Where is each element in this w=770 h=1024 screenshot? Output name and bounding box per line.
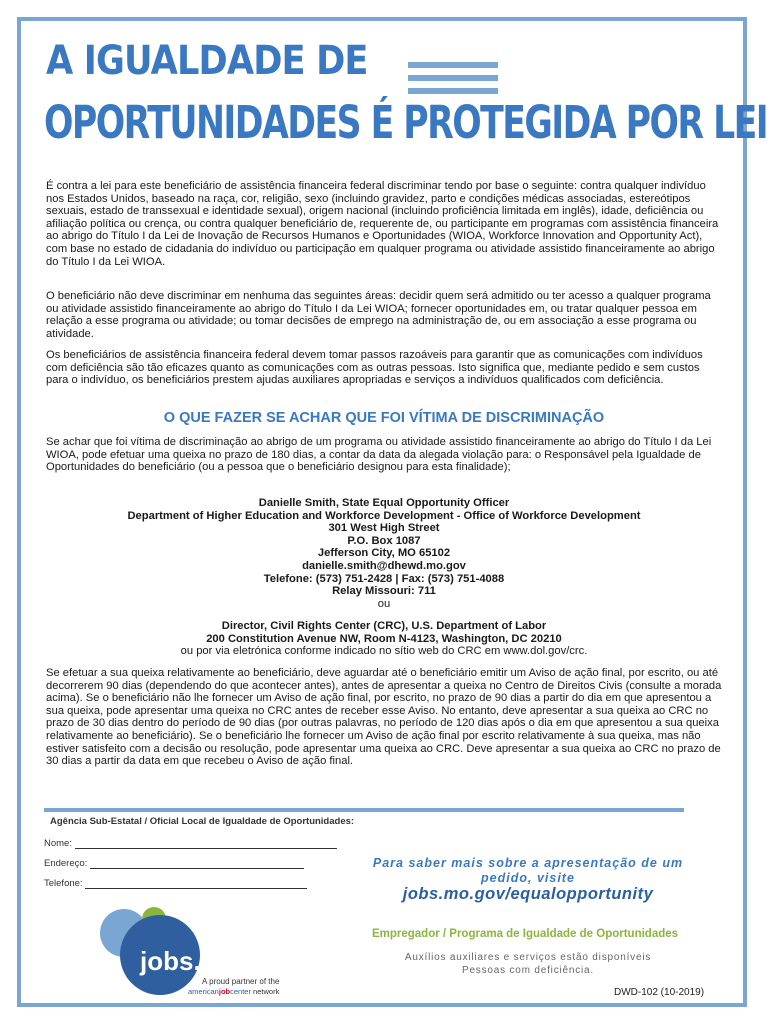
logo-graphic <box>90 905 330 1005</box>
paragraph-discrimination: É contra a lei para este beneficiário de assistência financeira federal discriminar tendo por base o seguinte: contra qualquer indivíduo nos Estados Unidos, baseado na raça, cor, religião, sexo (incluindo gravidez, parto e condições médicas associadas, estereótipos sexuais, estado de transsexual e identidade sexual), origem nacional (incluindo proficiência limitada em inglês), idade, deficiência ou afiliação política ou crença, ou contra qualquer beneficiário de, requerente de, ou participante em programas com assistência financeira ao abrigo do Título I da Lei de Inovação de Recursos Humanos e Oportunidades (WIOA, Workforce Innovation and Opportunity Act), com base no estado de cidadania do indivíduo ou participação em qualquer programa ou atividade assistido financeiramente ao abrigo do Título I da Lei WIOA. <box>46 180 719 268</box>
contact-line: Danielle Smith, State Equal Opportunity Officer <box>258 497 510 509</box>
contact-note: ou por via eletrónica conforme indicado no sítio web do CRC em www.dol.gov/crc. <box>180 645 588 658</box>
name-field <box>44 838 337 849</box>
contact-line: 200 Constitution Avenue NW, Room N-4123, Washington, DC 20210 <box>206 632 562 645</box>
contact-line: P.O. Box 1087 <box>347 534 421 547</box>
section-heading: O QUE FAZER SE ACHAR QUE FOI VÍTIMA DE DISCRIMINAÇÃO <box>163 410 605 426</box>
logo-tagline-2: americanjobcenter network <box>188 987 280 996</box>
address-label: Endereço: <box>44 858 88 869</box>
logo-tagline-1: A proud partner of the <box>202 977 280 986</box>
final-paragraph: Se efetuar a sua queixa relativamente ao beneficiário, deve aguardar até o beneficiário emitir um Aviso de ação final, por escrito, ou até decorrerem 90 dias (dependendo do que acontecer antes), antes de apresentar a queixa no Centro de Direitos Civis (consulte a morada acima). Se o beneficiário não lhe fornecer um Aviso de ação final, por escrito, no prazo de 90 dias a partir do dia em que apresentou a sua queixa, pode apresentar uma queixa no CRC antes de receber esse Aviso. No entanto, deve apresentar a sua queixa ao CRC no prazo de 30 dias dentro do período de 90 dias (por outras palavras, no período de 120 dias após o dia em que apresentou a sua queixa relativamente ao beneficiário). Se o beneficiário lhe fornecer um Aviso de ação final por escrito relativamente à sua queixa, mas não estiver satisfeito com a decisão ou resolução, pode apresentar uma queixa ao CRC. Deve apresentar a sua queixa ao CRC no prazo de 30 dias a partir da data em que recebeu o Aviso de ação final. <box>46 667 722 768</box>
contact-state-officer <box>46 497 722 610</box>
contact-line: Director, Civil Rights Center (CRC), U.S. Department of Labor <box>221 620 547 632</box>
paragraph-disability: Os beneficiários de assistência financeira federal devem tomar passos razoáveis para garantir que as comunicações com indivíduos com deficiência são tão eficazes quanto as comunicações com as outras pessoas. Isto significa que, mediante pedido e sem custos para o indivíduo, os beneficiários prestem ajudas auxiliares apropriadas e serviços a indivíduos qualificados com deficiência. <box>46 349 703 387</box>
phone-line <box>85 878 307 889</box>
title-line-1: A IGUALDADE DE <box>46 38 368 84</box>
name-line <box>75 838 337 849</box>
contact-crc <box>46 620 722 658</box>
divider <box>44 808 684 812</box>
auxiliary-services <box>360 951 696 977</box>
contact-relay: Relay Missouri: 711 <box>332 585 436 598</box>
paragraph-areas: O beneficiário não deve discriminar em nenhuma das seguintes áreas: decidir quem será admitido ou ter acesso a qualquer programa ou atividade assistido financeiramente ao abrigo do Título I da Lei WIOA; fornecer oportunidades em, ou tratar qualquer pessoa em relação a esse programa ou atividade; ou tomar decisões de emprego na administração de, ou em associação a esse programa ou atividade. <box>46 290 711 340</box>
complaint-intro: Se achar que foi vítima de discriminação ao abrigo de um programa ou atividade assistido financeiramente ao abrigo do Título I da Lei WIOA, pode efetuar uma queixa no prazo de 180 dias, a contar da data da alegada violação para: o Responsável pela Igualdade de Oportunidades do beneficiário (ou a pessoa que o beneficiário designou para esta finalidade); <box>46 436 712 474</box>
address-line <box>90 858 304 869</box>
contact-line: 301 West High Street <box>328 522 440 535</box>
name-label: Nome: <box>44 838 72 849</box>
contact-line: Department of Higher Education and Workforce Development - Office of Workforce Development <box>127 509 641 522</box>
learn-more-text: Para saber mais sobre a apresentação de um pedido, visite <box>372 856 684 885</box>
aux-line-2: Pessoas com deficiência. <box>461 965 595 976</box>
jobs-mo-gov-logo <box>90 905 330 1005</box>
title-line-2: OPORTUNIDADES É PROTEGIDA POR LEI <box>44 96 768 149</box>
phone-field <box>44 878 307 889</box>
logo-name-part1: jobs.mo.gov <box>140 946 294 976</box>
contact-line: Jefferson City, MO 65102 <box>317 547 451 560</box>
form-code: DWD-102 (10-2019) <box>614 987 705 998</box>
website-link[interactable]: jobs.mo.gov/equalopportunity <box>402 885 654 903</box>
agency-label: Agência Sub-Estatal / Oficial Local de Igualdade de Oportunidades: <box>50 816 355 827</box>
or-text: ou <box>377 597 391 610</box>
employer-line: Empregador / Programa de Igualdade de Oportunidades <box>371 928 679 940</box>
aux-line-1: Auxílios auxiliares e serviços estão disponíveis <box>404 952 652 963</box>
contact-phone: Telefone: (573) 751-2428 | Fax: (573) 751-4088 <box>263 572 505 585</box>
phone-label: Telefone: <box>44 878 83 889</box>
address-field <box>44 858 304 869</box>
contact-email: danielle.smith@dhewd.mo.gov <box>302 559 466 572</box>
